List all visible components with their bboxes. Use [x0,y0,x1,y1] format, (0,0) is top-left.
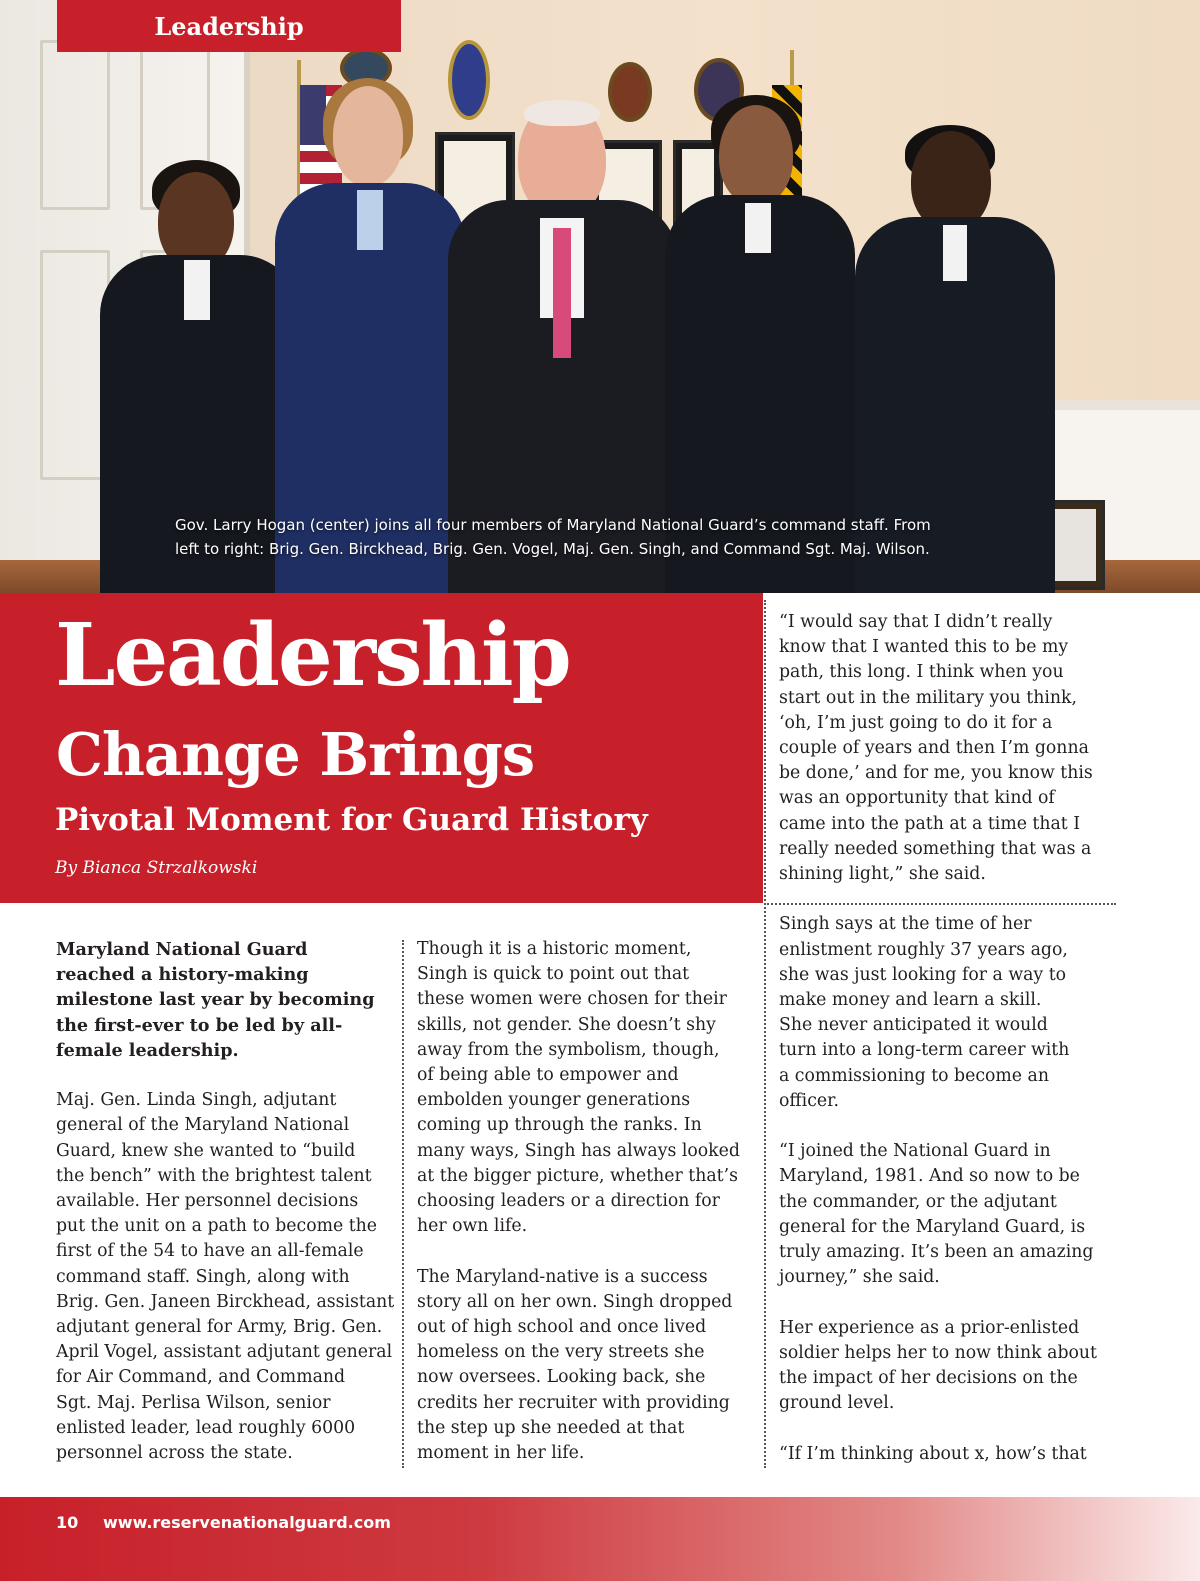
text-line: first of the 54 to have an all-female [56,1241,364,1262]
lead-paragraph [56,937,396,1063]
text-line: the commander, or the adjutant [779,1191,1057,1212]
text-line: really needed something that was a [779,838,1092,859]
text-line: was an opportunity that kind of [779,788,1055,809]
text-line: at the bigger picture, whether that’s [417,1165,738,1186]
text-line: turn into a long-term career with [779,1040,1070,1061]
body-paragraph [779,1139,1124,1290]
text-line: Guard, knew she wanted to “build [56,1140,356,1161]
text-line: enlisted leader, lead roughly 6000 [56,1417,356,1438]
text-line: out of high school and once lived [417,1317,707,1338]
photo-caption [175,513,975,561]
body-paragraph [417,1265,757,1467]
text-line: start out in the military you think, [779,687,1077,708]
text-line: these women were chosen for their [417,989,727,1010]
text-line: available. Her personnel decisions [56,1191,359,1212]
text-line: Brig. Gen. Janeen Birckhead, assistant [56,1291,395,1312]
text-line: the first-ever to be led by all- [56,1014,343,1036]
text-line: ‘oh, I’m just going to do it for a [779,712,1053,733]
footer-url[interactable]: www.reservenationalguard.com [103,1513,391,1532]
footer-bar [0,1497,1200,1581]
text-line: “I joined the National Guard in [779,1141,1051,1162]
text-line: coming up through the ranks. In [417,1115,702,1136]
text-line: command staff. Singh, along with [56,1266,350,1287]
text-line: her own life. [417,1216,528,1237]
byline: By Bianca Strzalkowski [55,858,258,878]
body-paragraph [779,1316,1124,1417]
column-divider [764,600,766,1468]
text-line: put the unit on a path to become the [56,1216,378,1237]
article-column-1 [56,937,396,1491]
text-line: came into the path at a time that I [779,813,1081,834]
text-line: Sgt. Maj. Perlisa Wilson, senior [56,1392,331,1413]
text-line: shining light,” she said. [779,864,986,885]
text-line: “If I’m thinking about x, how’s that [779,1443,1087,1464]
text-line: Maryland National Guard [56,939,308,960]
text-line: officer. [779,1090,839,1111]
text-line: personnel across the state. [56,1443,293,1464]
body-paragraph [779,1442,1124,1467]
text-line: credits her recruiter with providing [417,1392,730,1413]
text-line: the bench” with the brightest talent [56,1165,372,1186]
text-line: The Maryland-native is a success [417,1266,708,1287]
body-paragraph [779,912,1124,1114]
text-line: homeless on the very streets she [417,1342,705,1363]
text-line: enlistment roughly 37 years ago, [779,939,1068,960]
headline-subtitle: Change Brings [56,720,535,789]
cover-photo [0,0,1200,593]
column-divider [402,940,404,1468]
text-line: ground level. [779,1393,895,1414]
text-line: reached a history-making [56,964,309,986]
text-line: for Air Command, and Command [56,1367,346,1388]
text-line: of being able to empower and [417,1065,679,1086]
text-line: now oversees. Looking back, she [417,1367,706,1388]
text-line: Singh is quick to point out that [417,964,690,985]
text-line: general for the Maryland Guard, is [779,1216,1086,1237]
text-line: general of the Maryland National [56,1115,350,1136]
text-line: She never anticipated it would [779,1015,1048,1036]
text-line: soldier helps her to now think about [779,1342,1097,1363]
article-column-3 [779,610,1124,1492]
text-line: Singh says at the time of her [779,914,1032,935]
text-line: away from the symbolism, though, [417,1039,720,1060]
text-line: embolden younger generations [417,1090,691,1111]
text-line: adjutant general for Army, Brig. Gen. [56,1317,383,1338]
text-line: make money and learn a skill. [779,990,1042,1011]
body-paragraph [417,937,757,1239]
headline-title: Leadership [55,605,570,706]
photo-caption-line-1: Gov. Larry Hogan (center) joins all four members of Maryland National Guard’s command staff. From [175,516,931,534]
section-tag: Leadership [57,0,401,52]
text-line: she was just looking for a way to [779,964,1067,985]
text-line: many ways, Singh has always looked [417,1140,740,1161]
text-line: choosing leaders or a direction for [417,1191,720,1212]
body-paragraph [56,1088,396,1466]
text-line: Maj. Gen. Linda Singh, adjutant [56,1090,337,1111]
page-number: 10 [56,1513,79,1532]
text-line: story all on her own. Singh dropped [417,1291,733,1312]
text-line: a commissioning to become an [779,1065,1049,1086]
text-line: female leadership. [56,1039,239,1061]
text-line: skills, not gender. She doesn’t shy [417,1014,716,1035]
text-line: the impact of her decisions on the [779,1368,1078,1389]
photo-caption-line-2: left to right: Brig. Gen. Birckhead, Brig. Gen. Vogel, Maj. Gen. Singh, and Command Sgt. Maj. Wilson. [175,540,930,558]
body-paragraph [779,610,1124,887]
text-line: “I would say that I didn’t really [779,612,1053,632]
article-column-2 [417,937,757,1491]
text-line: April Vogel, assistant adjutant general [56,1342,393,1363]
headline-deck: Pivotal Moment for Guard History [55,802,648,838]
text-line: be done,’ and for me, you know this [779,763,1093,784]
text-line: Though it is a historic moment, [417,939,692,959]
text-line: moment in her life. [417,1443,585,1464]
text-line: the step up she needed at that [417,1417,685,1438]
text-line: milestone last year by becoming [56,989,375,1011]
text-line: Her experience as a prior-enlisted [779,1317,1080,1338]
text-line: truly amazing. It’s been an amazing [779,1242,1094,1263]
text-line: journey,” she said. [779,1267,940,1288]
text-line: couple of years and then I’m gonna [779,738,1089,759]
text-line: path, this long. I think when you [779,662,1064,683]
text-line: know that I wanted this to be my [779,637,1069,658]
text-line: Maryland, 1981. And so now to be [779,1166,1080,1187]
